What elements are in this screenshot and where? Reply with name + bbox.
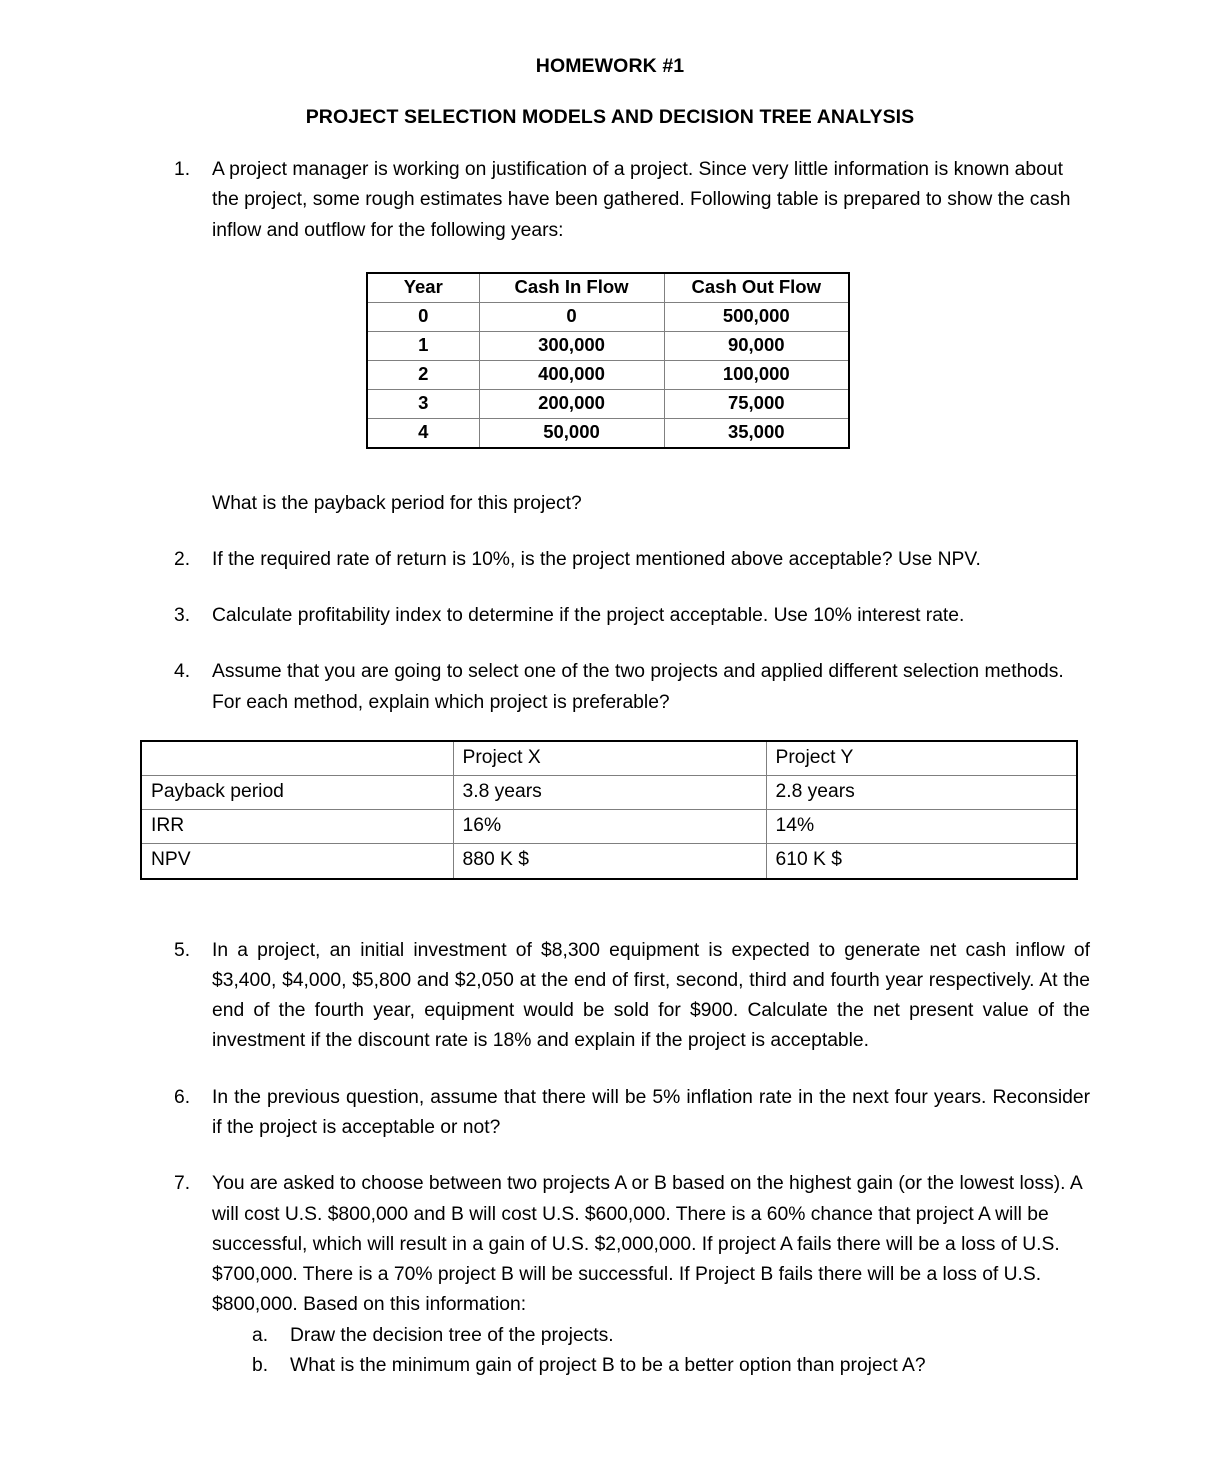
cell-cash-out: 75,000: [664, 389, 849, 418]
cell-cash-out: 90,000: [664, 331, 849, 360]
table-row: [367, 331, 849, 360]
cell-cash-out: 500,000: [664, 302, 849, 331]
sub-text-a: Draw the decision tree of the projects.: [290, 1324, 614, 1346]
page-subtitle: PROJECT SELECTION MODELS AND DECISION TREE ANALYSIS: [305, 106, 915, 128]
question-item-6: [0, 1083, 1220, 1144]
question-marker-2: 2.: [174, 548, 191, 570]
cell-project-y-value: 14%: [766, 810, 1077, 844]
sub-text-b: What is the minimum gain of project B to be a better option than project A?: [290, 1354, 926, 1376]
table-row: [367, 302, 849, 331]
question-item-3: [0, 601, 1220, 631]
cell-year: 4: [367, 418, 479, 447]
question-item-5: [0, 936, 1220, 1057]
spacer: [0, 449, 1220, 489]
sub-marker-b: b.: [252, 1354, 269, 1376]
column-header-cash-in-flow: Cash In Flow: [479, 273, 664, 302]
sub-marker-a: a.: [252, 1324, 269, 1346]
table-row: [367, 360, 849, 389]
table-row: [141, 810, 1077, 844]
table-row: [141, 844, 1077, 879]
cash-flow-table-wrapper: [0, 272, 1220, 449]
question-list: [0, 155, 1220, 246]
cell-cash-in: 200,000: [479, 389, 664, 418]
question-list-continued-2: [0, 936, 1220, 1381]
cell-cash-out: 35,000: [664, 418, 849, 447]
question-text-1: A project manager is working on justification of a project. Since very little information is known about the project, some rough estimates have been gathered. Following table is prepared to show the cash inflow and outflow for the following years:: [212, 159, 1071, 241]
cell-project-x-value: 3.8 years: [453, 776, 766, 810]
question-marker-1: 1.: [174, 159, 191, 180]
question-text-3: Calculate profitability index to determine if the project acceptable. Use 10% interest rate.: [212, 605, 965, 627]
cash-flow-table: [366, 272, 850, 449]
spacer: [0, 880, 1220, 910]
project-compare-table: [140, 740, 1078, 880]
question-marker-7: 7.: [174, 1173, 191, 1195]
question-text-5: In a project, an initial investment of $8,300 equipment is expected to generate net cash inflow of $3,400, $4,000, $5,800 and $2,050 at the end of first, second, third and fourth year respectively. At the end of the fourth year, equipment would be sold for $900. Calculate the net present value of the investment if the discount rate is 18% and explain if the project is acceptable.: [212, 939, 1090, 1052]
cell-metric-name: NPV: [141, 844, 453, 879]
question-marker-4: 4.: [174, 661, 191, 683]
cell-project-y-value: 2.8 years: [766, 776, 1077, 810]
question-text-7: You are asked to choose between two projects A or B based on the highest gain (or the lowest loss). A will cost U.S. $800,000 and B will cost U.S. $600,000. There is a 60% chance that project A will be successful, which will result in a gain of U.S. $2,000,000. If project A fails there will be a loss of U.S. $700,000. There is a 70% project B will be successful. If Project B fails there will be a loss of U.S. $800,000. Based on this information:: [212, 1173, 1082, 1316]
cell-metric-name: IRR: [141, 810, 453, 844]
cell-metric-name: Payback period: [141, 776, 453, 810]
cell-cash-in: 400,000: [479, 360, 664, 389]
question-item-2: [0, 545, 1220, 575]
column-header-blank: [141, 741, 453, 776]
table-header-row: [367, 273, 849, 302]
cell-year: 0: [367, 302, 479, 331]
table-row: [367, 389, 849, 418]
column-header-project-y: Project Y: [766, 741, 1077, 776]
table-row: [367, 418, 849, 447]
question-list-continued: [0, 545, 1220, 718]
cell-cash-in: 300,000: [479, 331, 664, 360]
cell-year: 3: [367, 389, 479, 418]
cell-year: 1: [367, 331, 479, 360]
question-1-followup: What is the payback period for this project?: [212, 492, 582, 514]
question-marker-5: 5.: [174, 939, 191, 961]
question-7-sublist: [212, 1321, 1090, 1381]
page-title: HOMEWORK #1: [535, 55, 685, 77]
table-row: [141, 776, 1077, 810]
table-header-row: [141, 741, 1077, 776]
column-header-cash-out-flow: Cash Out Flow: [664, 273, 849, 302]
project-compare-table-wrapper: [0, 740, 1220, 880]
question-item-7: [0, 1169, 1220, 1380]
question-text-2: If the required rate of return is 10%, is the project mentioned above acceptable? Use NPV.: [212, 548, 981, 570]
question-text-4: Assume that you are going to select one of the two projects and applied different selection methods. For each method, explain which project is preferable?: [212, 661, 1064, 713]
cell-year: 2: [367, 360, 479, 389]
column-header-project-x: Project X: [453, 741, 766, 776]
question-item-1: [0, 155, 1220, 246]
question-item-4: [0, 657, 1220, 718]
question-marker-6: 6.: [174, 1086, 191, 1108]
cell-project-y-value: 610 K $: [766, 844, 1077, 879]
cell-cash-out: 100,000: [664, 360, 849, 389]
cell-cash-in: 50,000: [479, 418, 664, 447]
column-header-year: Year: [367, 273, 479, 302]
cell-project-x-value: 16%: [453, 810, 766, 844]
sub-item-a: [212, 1321, 1090, 1351]
cell-project-x-value: 880 K $: [453, 844, 766, 879]
question-marker-3: 3.: [174, 605, 191, 627]
question-text-6: In the previous question, assume that there will be 5% inflation rate in the next four years. Reconsider if the project is acceptable or not?: [212, 1086, 1090, 1138]
sub-item-b: [212, 1351, 1090, 1381]
cell-cash-in: 0: [479, 302, 664, 331]
